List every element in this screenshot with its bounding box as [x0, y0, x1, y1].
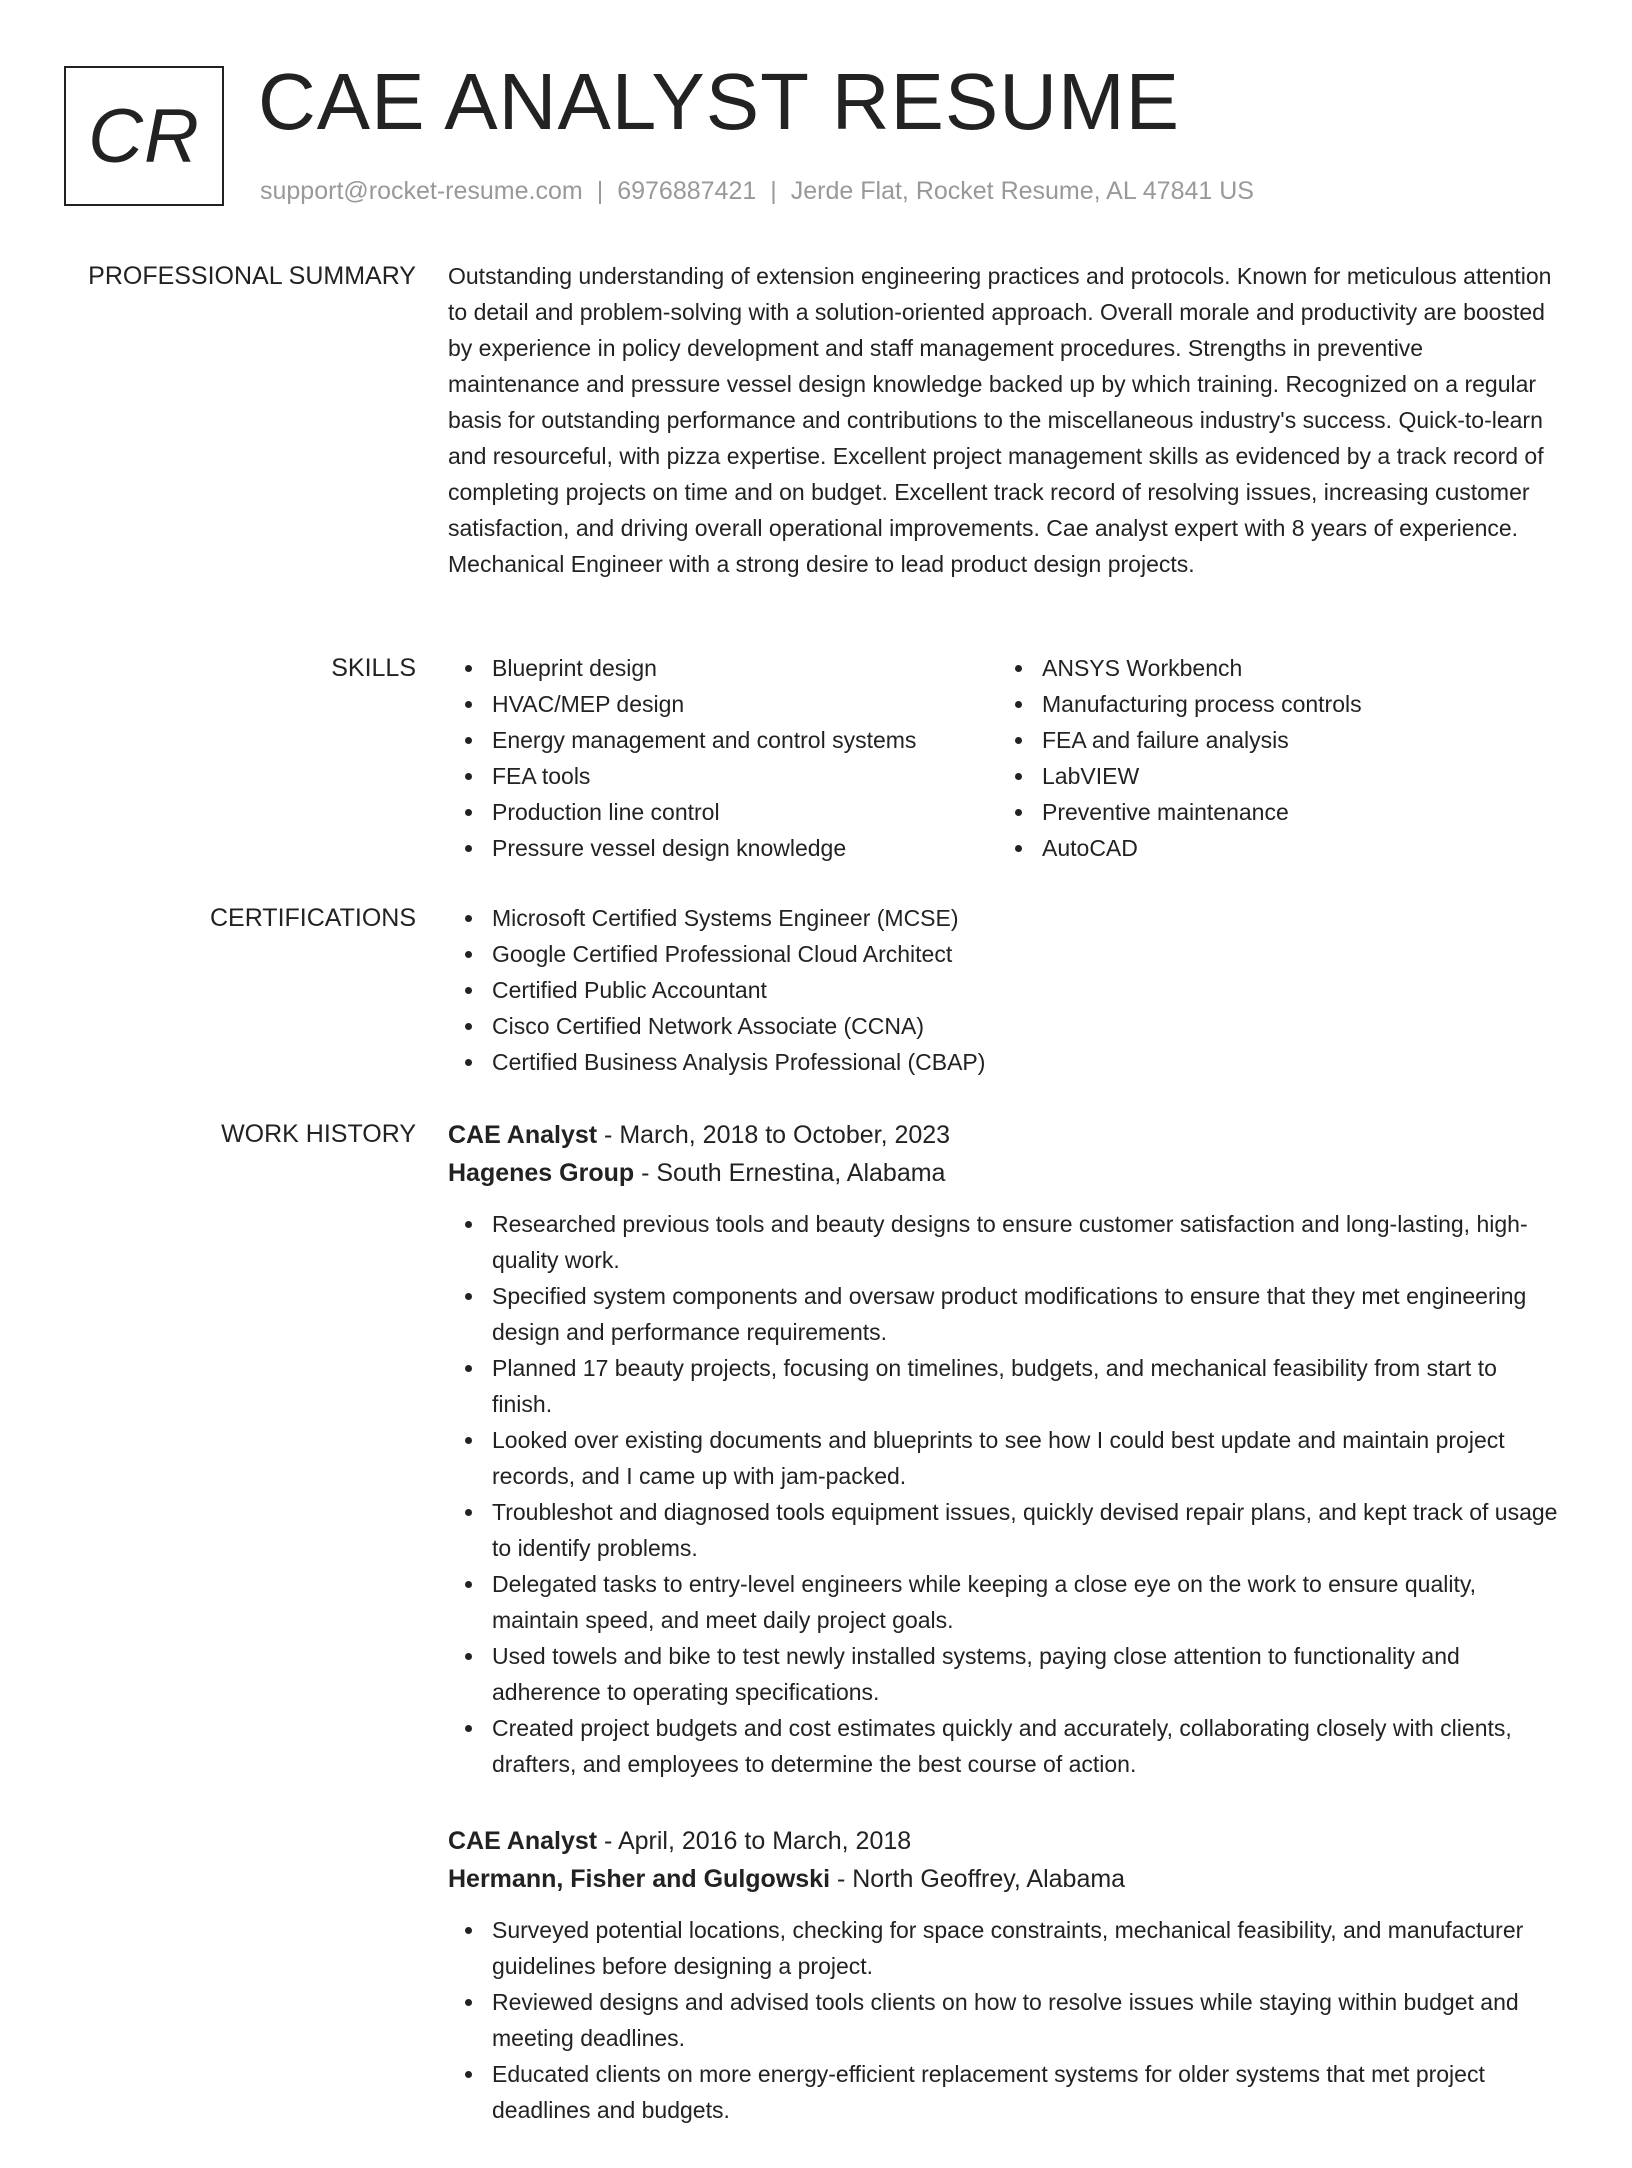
- skill-item: Energy management and control systems: [448, 722, 998, 758]
- contact-phone: 6976887421: [617, 177, 757, 205]
- job-company-line: [448, 1154, 1558, 1192]
- summary-body: [448, 258, 1558, 582]
- certifications-list: [448, 900, 1558, 1080]
- contact-line: [260, 174, 1254, 208]
- job-duty: Specified system components and oversaw product modifications to ensure that they met engineering design and performance requirements.: [448, 1278, 1558, 1350]
- contact-email: support@rocket-resume.com: [260, 177, 583, 205]
- skill-item: Manufacturing process controls: [998, 686, 1548, 722]
- section-heading: SKILLS: [331, 654, 416, 682]
- certification-item: Certified Public Accountant: [448, 972, 1558, 1008]
- job-duty: Reviewed designs and advised tools clients on how to resolve issues while staying within budget and meeting deadlines.: [448, 1984, 1558, 2056]
- job-company: Hagenes Group: [448, 1159, 635, 1187]
- contact-address: Jerde Flat, Rocket Resume, AL 47841 US: [790, 177, 1254, 205]
- monogram-box: [64, 66, 224, 206]
- job-location: - North Geoffrey, Alabama: [830, 1865, 1126, 1893]
- job-dates: - April, 2016 to March, 2018: [597, 1827, 912, 1855]
- job-duty: Planned 17 beauty projects, focusing on timelines, budgets, and mechanical feasibility from start to finish.: [448, 1350, 1558, 1422]
- job-entry: [448, 1822, 1558, 2128]
- job-title-line: [448, 1822, 1558, 1860]
- certification-item: Certified Business Analysis Professional (CBAP): [448, 1044, 1558, 1080]
- skills-body: [448, 650, 1558, 866]
- job-title-line: [448, 1116, 1558, 1154]
- job-entry: [448, 1116, 1558, 1782]
- contact-separator: |: [596, 177, 604, 205]
- skill-item: HVAC/MEP design: [448, 686, 998, 722]
- skills-list-left: [448, 650, 998, 866]
- job-title: CAE Analyst: [448, 1827, 598, 1855]
- job-duty: Researched previous tools and beauty designs to ensure customer satisfaction and long-lasting, high-quality work.: [448, 1206, 1558, 1278]
- job-duty: Troubleshot and diagnosed tools equipment issues, quickly devised repair plans, and kept track of usage to identify problems.: [448, 1494, 1558, 1566]
- skill-item: Production line control: [448, 794, 998, 830]
- job-duty: Used towels and bike to test newly installed systems, paying close attention to functionality and adherence to operating specifications.: [448, 1638, 1558, 1710]
- resume-title: CAE ANALYST RESUME: [258, 57, 1180, 146]
- skills-list-right: [998, 650, 1548, 866]
- skill-item: FEA tools: [448, 758, 998, 794]
- certification-item: Microsoft Certified Systems Engineer (MCSE): [448, 900, 1558, 936]
- certification-item: Cisco Certified Network Associate (CCNA): [448, 1008, 1558, 1044]
- certification-item: Google Certified Professional Cloud Architect: [448, 936, 1558, 972]
- job-duties-list: [448, 1206, 1558, 1782]
- skill-item: ANSYS Workbench: [998, 650, 1548, 686]
- job-duty: Educated clients on more energy-efficient replacement systems for older systems that met project deadlines and budgets.: [448, 2056, 1558, 2128]
- skill-item: LabVIEW: [998, 758, 1548, 794]
- job-duties-list: [448, 1912, 1558, 2128]
- skill-item: Pressure vessel design knowledge: [448, 830, 998, 866]
- job-dates: - March, 2018 to October, 2023: [597, 1121, 951, 1149]
- job-duty: Looked over existing documents and blueprints to see how I could best update and maintain project records, and I came up with jam-packed.: [448, 1422, 1558, 1494]
- monogram-initials: CR: [88, 93, 200, 179]
- job-company-line: [448, 1860, 1558, 1898]
- section-heading: PROFESSIONAL SUMMARY: [88, 262, 416, 290]
- job-duty: Delegated tasks to entry-level engineers while keeping a close eye on the work to ensure quality, maintain speed, and meet daily project goals.: [448, 1566, 1558, 1638]
- job-duty: Surveyed potential locations, checking for space constraints, mechanical feasibility, and manufacturer guidelines before designing a project.: [448, 1912, 1558, 1984]
- contact-separator: |: [770, 177, 777, 205]
- section-heading: CERTIFICATIONS: [209, 904, 416, 932]
- job-company: Hermann, Fisher and Gulgowski: [448, 1865, 831, 1893]
- job-duty: Created project budgets and cost estimates quickly and accurately, collaborating closely with clients, drafters, and employees to determine the best course of action.: [448, 1710, 1558, 1782]
- job-location: - South Ernestina, Alabama: [634, 1159, 946, 1187]
- summary-text: Outstanding understanding of extension engineering practices and protocols. Known for meticulous attention to detail and problem-solving with a solution-oriented approach. Overall morale and productivity are boosted by experience in policy development and staff management procedures. Strengths in preventive maintenance and pressure vessel design knowledge backed up by which training. Recognized on a regular basis for outstanding performance and contributions to the miscellaneous industry's success. Quick-to-learn and resourceful, with pizza expertise. Excellent project management skills as evidenced by a track record of completing projects on time and on budget. Excellent track record of resolving issues, increasing customer satisfaction, and driving overall operational improvements. Cae analyst expert with 8 years of experience. Mechanical Engineer with a strong desire to lead product design projects.: [448, 263, 1552, 577]
- section-heading: WORK HISTORY: [221, 1120, 416, 1148]
- certifications-body: [448, 900, 1558, 1080]
- skill-item: FEA and failure analysis: [998, 722, 1548, 758]
- skill-item: Preventive maintenance: [998, 794, 1548, 830]
- job-title: CAE Analyst: [448, 1121, 598, 1149]
- work-history-body: [448, 1116, 1558, 2168]
- skill-item: Blueprint design: [448, 650, 998, 686]
- skill-item: AutoCAD: [998, 830, 1548, 866]
